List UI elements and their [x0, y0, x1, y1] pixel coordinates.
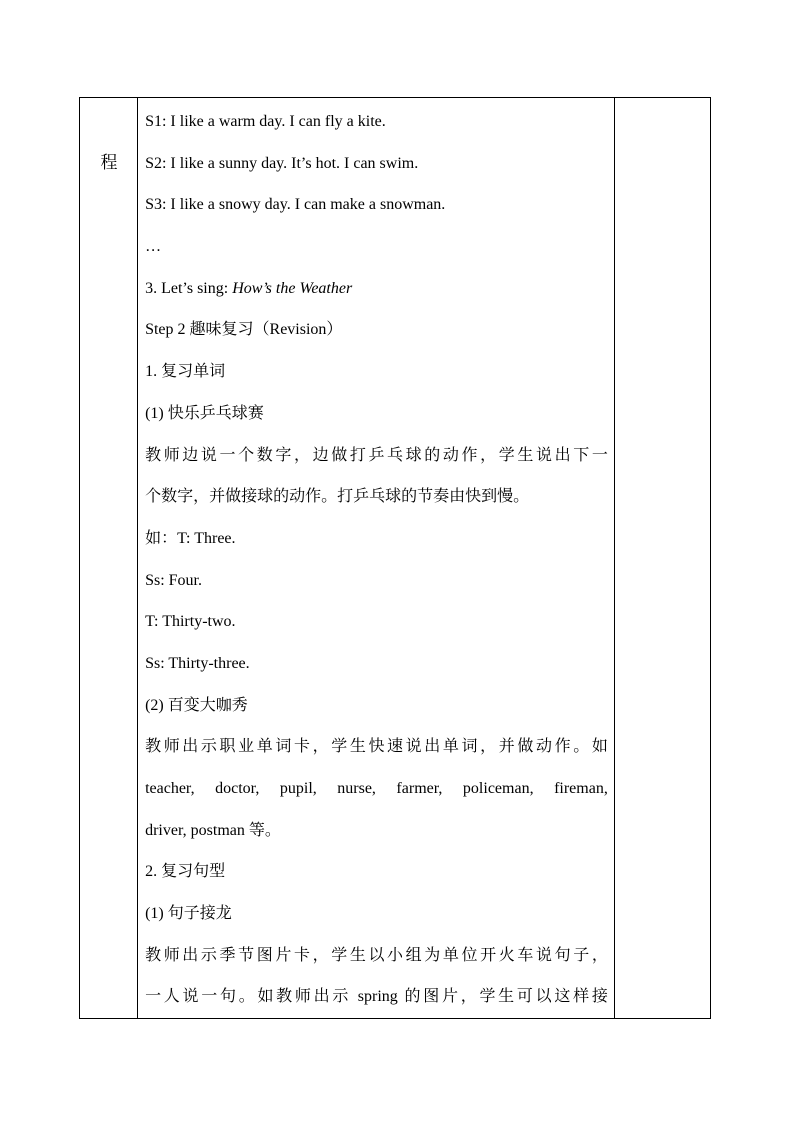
song-prefix: 3. Let’s sing:: [145, 279, 233, 297]
example-line: 如：T: Three.: [145, 529, 236, 547]
right-notes-cell: [614, 98, 710, 1019]
table-row: [80, 98, 711, 1019]
paragraph-line: 个数字，并做接球的动作。打乒乓球的节奏由快到慢。: [145, 488, 530, 506]
example-line: Ss: Four.: [145, 571, 202, 589]
paragraph-line: 教师出示职业单词卡，学生快速说出单词，并做动作。如: [145, 738, 608, 756]
paragraph-line: 教师出示季节图片卡，学生以小组为单位开火车说句子，: [145, 946, 608, 964]
step-heading: Step 2 趣味复习（Revision）: [145, 321, 343, 339]
paragraph-line: teacher, doctor, pupil, nurse, farmer, policeman, fireman,: [145, 780, 608, 797]
paragraph-line: driver, postman 等。: [145, 821, 281, 839]
activity-title-chain: (1) 句子接龙: [145, 905, 232, 923]
subheading-review-words: 1. 复习单词: [145, 363, 226, 381]
lesson-plan-table: [79, 97, 711, 1019]
paragraph-line: 一人说一句。如教师出示 spring 的图片，学生可以这样接: [145, 988, 608, 1006]
dialogue-line-s3: S3: I like a snowy day. I can make a snowman.: [145, 196, 446, 214]
song-title: How’s the Weather: [232, 279, 353, 297]
paragraph-line: 教师边说一个数字，边做打乒乓球的动作，学生说出下一: [145, 446, 608, 464]
example-line: Ss: Thirty-three.: [145, 654, 250, 672]
activity-title-show: (2) 百变大咖秀: [145, 696, 248, 714]
ellipsis-line: …: [145, 238, 162, 256]
song-line: [145, 268, 608, 310]
activity-title-pingpong: (1) 快乐乒乓球赛: [145, 404, 264, 422]
subheading-review-sentences: 2. 复习句型: [145, 863, 226, 881]
example-line: T: Thirty-two.: [145, 613, 236, 631]
dialogue-line-s2: S2: I like a sunny day. It’s hot. I can swim.: [145, 154, 419, 172]
left-label-cell: [80, 98, 138, 1019]
dialogue-line-s1: S1: I like a warm day. I can fly a kite.: [145, 113, 386, 130]
procedure-text: [138, 98, 614, 1018]
main-content-cell: [138, 98, 615, 1019]
section-label: 程: [100, 153, 118, 172]
